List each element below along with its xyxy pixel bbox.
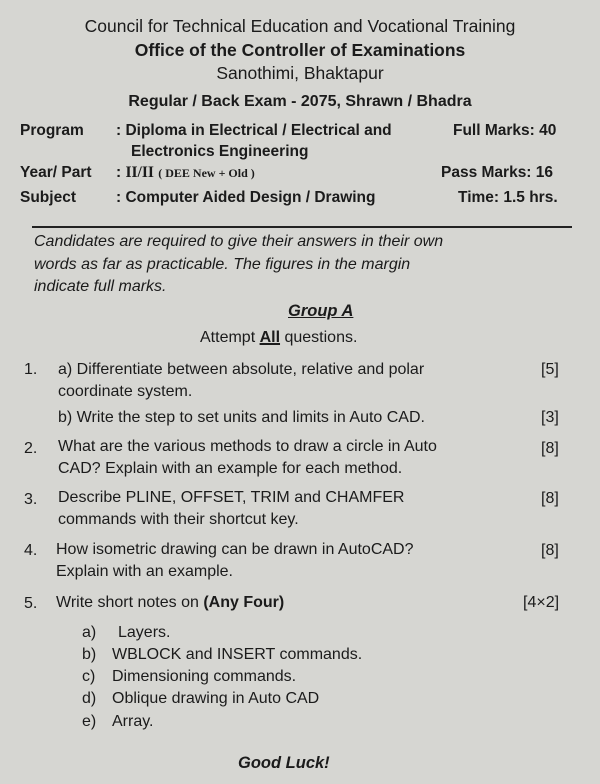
q4-line2: Explain with an example. <box>56 563 233 580</box>
group-title: Group A <box>288 302 354 320</box>
full-marks: Full Marks: 40 <box>453 122 557 139</box>
year-label: Year/ Part <box>20 164 92 181</box>
council-name: Council for Technical Education and Vocational Training <box>84 16 516 36</box>
year-prefix: : <box>116 164 122 181</box>
time: Time: 1.5 hrs. <box>458 189 558 206</box>
q1b-line: b) Write the step to set units and limits in Auto CAD. <box>58 409 425 426</box>
q3-marks: [8] <box>541 490 559 507</box>
year-note: ( DEE New + Old ) <box>158 166 255 180</box>
q5-line <box>56 594 284 612</box>
subitem-text: Dimensioning commands. <box>112 668 297 685</box>
attempt-prefix: Attempt <box>200 329 260 346</box>
q2-line1: What are the various methods to draw a circle in Auto <box>58 438 437 455</box>
q4-number: 4. <box>24 542 38 559</box>
q3-line2: commands with their shortcut key. <box>58 511 299 528</box>
subitem-letter: c) <box>82 668 96 685</box>
attempt-suffix: questions. <box>280 329 358 346</box>
subitem-letter: a) <box>82 624 97 641</box>
instruction-line1: Candidates are required to give their answers in their own <box>34 233 444 250</box>
q2-marks: [8] <box>541 440 559 457</box>
subitem-text: Oblique drawing in Auto CAD <box>112 690 320 707</box>
q4-line1: How isometric drawing can be drawn in AutoCAD? <box>56 541 414 558</box>
program-line2: Electronics Engineering <box>131 143 309 160</box>
q1a-line2: coordinate system. <box>58 383 193 400</box>
program-label: Program <box>20 122 84 139</box>
q1b-marks: [3] <box>541 409 559 426</box>
subitem-text: WBLOCK and INSERT commands. <box>112 646 363 663</box>
q1a-marks: [5] <box>541 361 559 378</box>
pass-marks: Pass Marks: 16 <box>441 164 554 181</box>
q5-number: 5. <box>24 595 38 612</box>
subitem-letter: b) <box>82 646 97 663</box>
subitem-text: Array. <box>112 713 154 730</box>
address: Sanothimi, Bhaktapur <box>216 63 384 83</box>
q5-marks: [4×2] <box>523 594 560 611</box>
instruction-line3: indicate full marks. <box>34 278 167 295</box>
good-luck: Good Luck! <box>238 754 330 772</box>
q1-number: 1. <box>24 361 38 378</box>
subitem-letter: d) <box>82 690 97 707</box>
divider <box>32 226 572 228</box>
q2-line2: CAD? Explain with an example for each method. <box>58 460 403 477</box>
q1a-line1: a) Differentiate between absolute, relative and polar <box>58 361 425 378</box>
program-line1: : Diploma in Electrical / Electrical and <box>116 122 392 139</box>
subject-label: Subject <box>20 189 76 206</box>
q4-marks: [8] <box>541 542 559 559</box>
q5-prefix: Write short notes on <box>56 594 204 611</box>
exam-title: Regular / Back Exam - 2075, Shrawn / Bhadra <box>128 93 472 110</box>
year-value <box>116 164 255 182</box>
subject-value: : Computer Aided Design / Drawing <box>116 189 376 206</box>
attempt-instruction <box>200 329 357 347</box>
subitem-text: Layers. <box>118 624 171 641</box>
q3-number: 3. <box>24 491 38 508</box>
year-part: II/II <box>125 164 154 181</box>
q3-line1: Describe PLINE, OFFSET, TRIM and CHAMFER <box>58 489 405 506</box>
attempt-all: All <box>259 329 281 346</box>
subitem-letter: e) <box>82 713 97 730</box>
q5-any-four: (Any Four) <box>203 594 285 611</box>
q2-number: 2. <box>24 440 38 457</box>
office-name: Office of the Controller of Examinations <box>134 40 466 60</box>
instruction-line2: words as far as practicable. The figures in the margin <box>34 256 411 273</box>
